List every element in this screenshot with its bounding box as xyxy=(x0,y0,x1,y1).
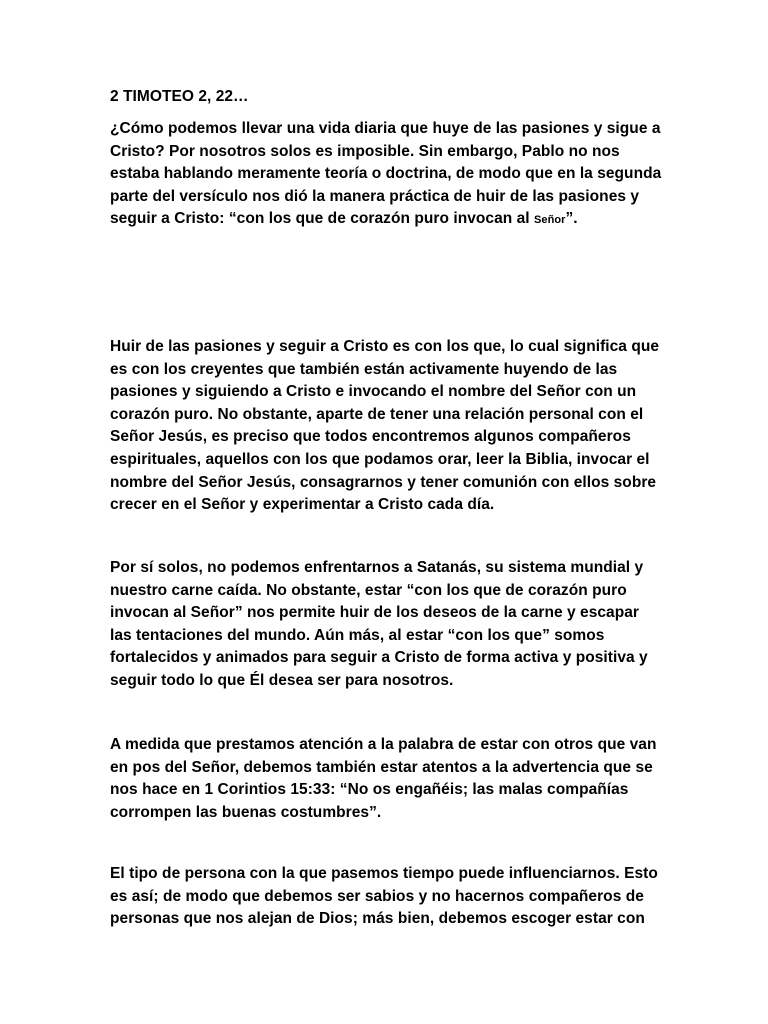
paragraph-1-small-word: Señor xyxy=(534,214,566,227)
paragraph-1 xyxy=(110,118,662,232)
paragraph-5: El tipo de persona con la que pasemos tiempo puede influenciarnos. Esto es así; de modo que debemos ser sabios y no hacernos compañeros de personas que nos alejan de Dios; más bien, debemos escoger estar con xyxy=(110,865,658,928)
paragraph-2: Huir de las pasiones y seguir a Cristo es con los que, lo cual significa que es con los creyentes que también están activamente huyendo de las pasiones y siguiendo a Cristo e invocando el nombre del Señor con un corazón puro. No obstante, aparte de tener una relación personal con el Señor Jesús, es preciso que todos encontremos algunos compañeros espirituales, aquellos con los que podamos orar, leer la Biblia, invocar el nombre del Señor Jesús, consagrarnos y tener comunión con ellos sobre crecer en el Señor y experimentar a Cristo cada día. xyxy=(110,338,660,514)
document-heading: 2 TIMOTEO 2, 22… xyxy=(110,88,249,105)
paragraph-1-text: ¿Cómo podemos llevar una vida diaria que huye de las pasiones y sigue a Cristo? Por nosotros solos es imposible. Sin embargo, Pablo no nos estaba hablando meramente teoría o doctrina, de modo que en la segunda parte del versículo nos dió la manera práctica de huir de las pasiones y seguir a Cristo: “con los que de corazón puro invocan al xyxy=(110,120,662,228)
paragraph-1-tail: ”. xyxy=(565,210,578,228)
paragraph-3: Por sí solos, no podemos enfrentarnos a Satanás, su sistema mundial y nuestro carne caída. No obstante, estar “con los que de corazón puro invocan al Señor” nos permite huir de los deseos de la carne y escapar las tentaciones del mundo. Aún más, al estar “con los que” somos fortalecidos y animados para seguir a Cristo de forma activa y positiva y seguir todo lo que Él desea ser para nosotros. xyxy=(110,559,648,689)
paragraph-4: A medida que prestamos atención a la palabra de estar con otros que van en pos del Señor, debemos también estar atentos a la advertencia que se nos hace en 1 Corintios 15:33: “No os engañéis; las malas compañías corrompen las buenas costumbres”. xyxy=(110,736,657,821)
